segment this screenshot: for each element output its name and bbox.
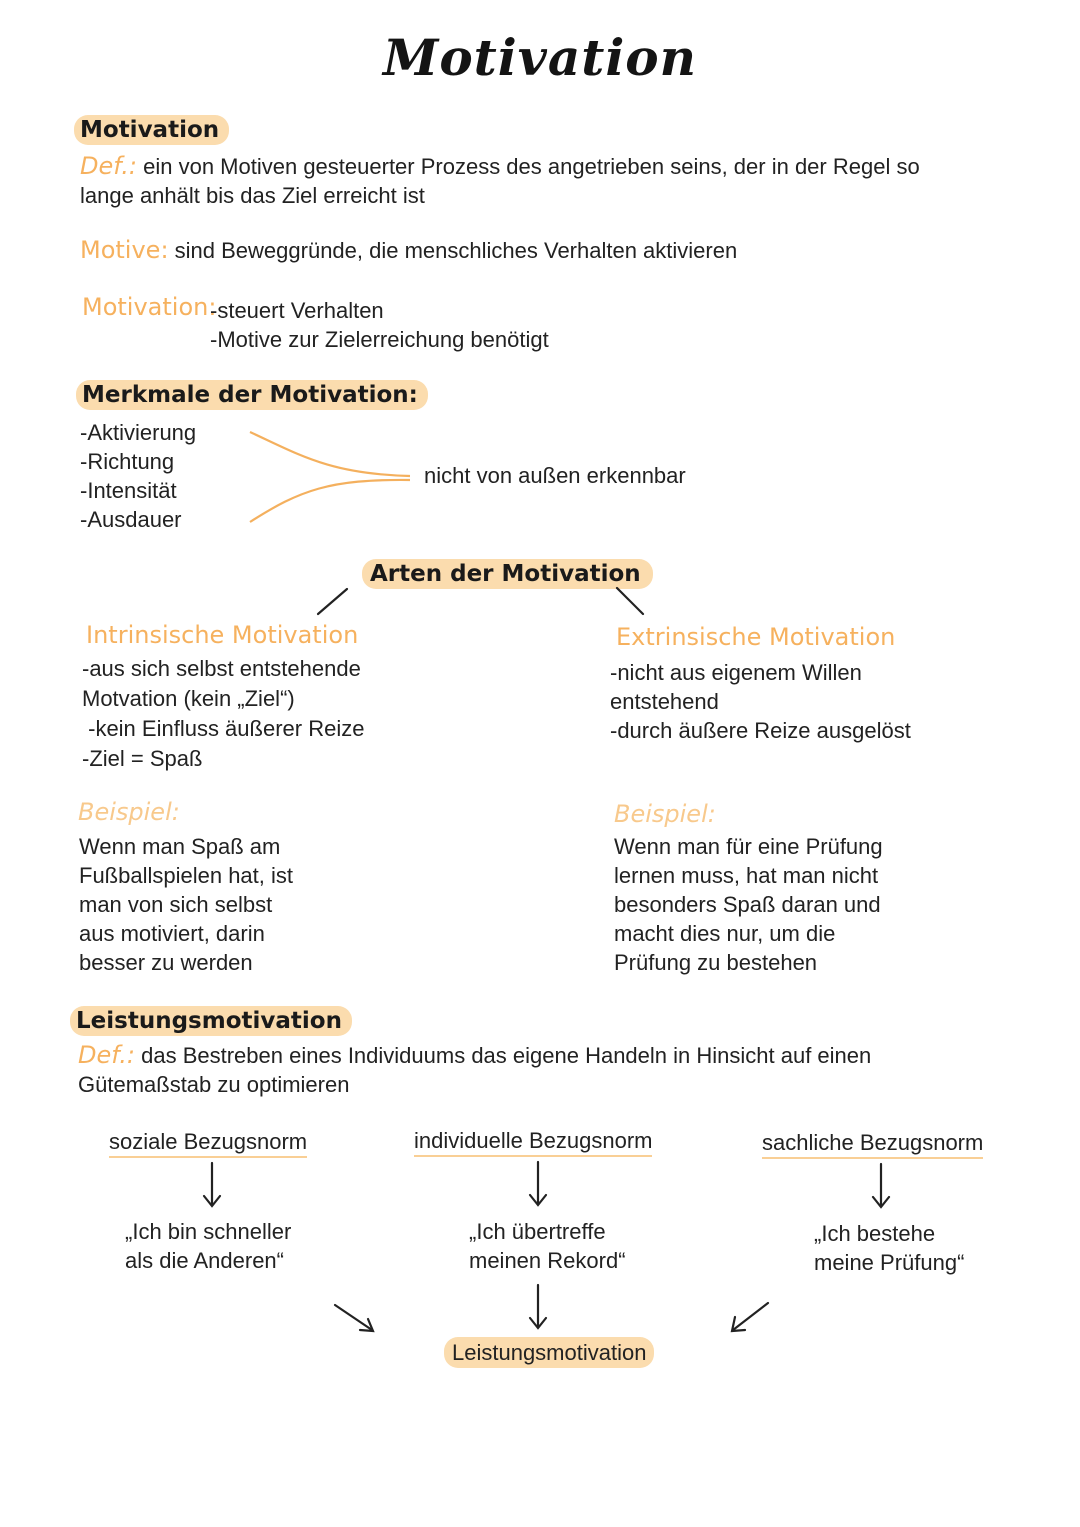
section-heading-arten: Arten der Motivation — [362, 561, 653, 587]
list-item: -Richtung — [80, 449, 175, 474]
merkmale-list — [80, 418, 196, 534]
extrinsic-example-label: Beispiel: — [614, 800, 716, 828]
section-heading-motivation: Motivation — [74, 117, 229, 143]
motivation-point: -steuert Verhalten — [210, 298, 384, 323]
motivation-definition: Def.: ein von Motiven gesteuerter Prozess des angetrieben seins, der in der Regel so lange anhält bis das Ziel erreicht ist — [80, 152, 920, 208]
extrinsic-example: Wenn man für eine Prüfung lernen muss, hat man nicht besonders Spaß daran und macht dies nur, um die Prüfung zu bestehen — [614, 834, 883, 975]
arten-left-branch — [318, 589, 347, 614]
def-label: Def.: — [78, 1041, 135, 1069]
motive-definition: Motive: sind Beweggründe, die menschliches Verhalten aktivieren — [80, 236, 738, 264]
motivation-points — [210, 296, 549, 354]
norm-factual: sachliche Bezugsnorm — [762, 1128, 983, 1157]
motivation-label: Motivation: — [82, 293, 217, 321]
intrinsic-heading: Intrinsische Motivation — [86, 621, 359, 649]
leistung-result: Leistungsmotivation — [444, 1338, 654, 1367]
intrinsic-example: Wenn man Spaß am Fußballspielen hat, ist man von sich selbst aus motiviert, darin besser zu werden — [79, 834, 293, 975]
norm-social: soziale Bezugsnorm — [109, 1127, 307, 1156]
arrow-diagonal-icon — [335, 1305, 373, 1331]
def-label: Def.: — [80, 152, 137, 180]
quote-factual: „Ich bestehe meine Prüfung“ — [814, 1221, 965, 1275]
motivation-point: -Motive zur Zielerreichung benötigt — [210, 327, 549, 352]
extrinsic-heading: Extrinsische Motivation — [616, 623, 896, 651]
section-heading-leistung: Leistungsmotivation — [70, 1008, 352, 1034]
quote-social: „Ich bin schneller als die Anderen“ — [125, 1219, 292, 1273]
arten-right-branch — [617, 588, 643, 614]
list-item: -Ausdauer — [80, 507, 182, 532]
list-item: -Intensität — [80, 478, 177, 503]
arrow-diagonal-icon — [732, 1303, 768, 1331]
page-title: Motivation — [382, 28, 698, 87]
merkmale-upper-curve — [250, 432, 410, 476]
section-heading-merkmale: Merkmale der Motivation: — [76, 382, 428, 408]
quote-individual: „Ich übertreffe meinen Rekord“ — [469, 1219, 626, 1273]
intrinsic-description: -aus sich selbst entstehende Motvation (kein „Ziel“) -kein Einfluss äußerer Reize -Ziel = Spaß — [82, 656, 365, 771]
merkmale-lower-curve — [250, 480, 410, 522]
motive-label: Motive: — [80, 236, 169, 264]
arrow-down-icon — [530, 1285, 546, 1328]
norm-individual: individuelle Bezugsnorm — [414, 1126, 652, 1155]
arrow-down-icon — [530, 1162, 546, 1205]
arrow-down-icon — [873, 1164, 889, 1207]
merkmale-note: nicht von außen erkennbar — [424, 463, 686, 488]
intrinsic-example-label: Beispiel: — [78, 798, 180, 826]
extrinsic-description: -nicht aus eigenem Willen entstehend -durch äußere Reize ausgelöst — [610, 660, 911, 743]
list-item: -Aktivierung — [80, 420, 197, 445]
arrow-down-icon — [204, 1163, 220, 1206]
leistung-definition: Def.: das Bestreben eines Individuums das eigene Handeln in Hinsicht auf einen Gütemaßstab zu optimieren — [78, 1041, 872, 1097]
